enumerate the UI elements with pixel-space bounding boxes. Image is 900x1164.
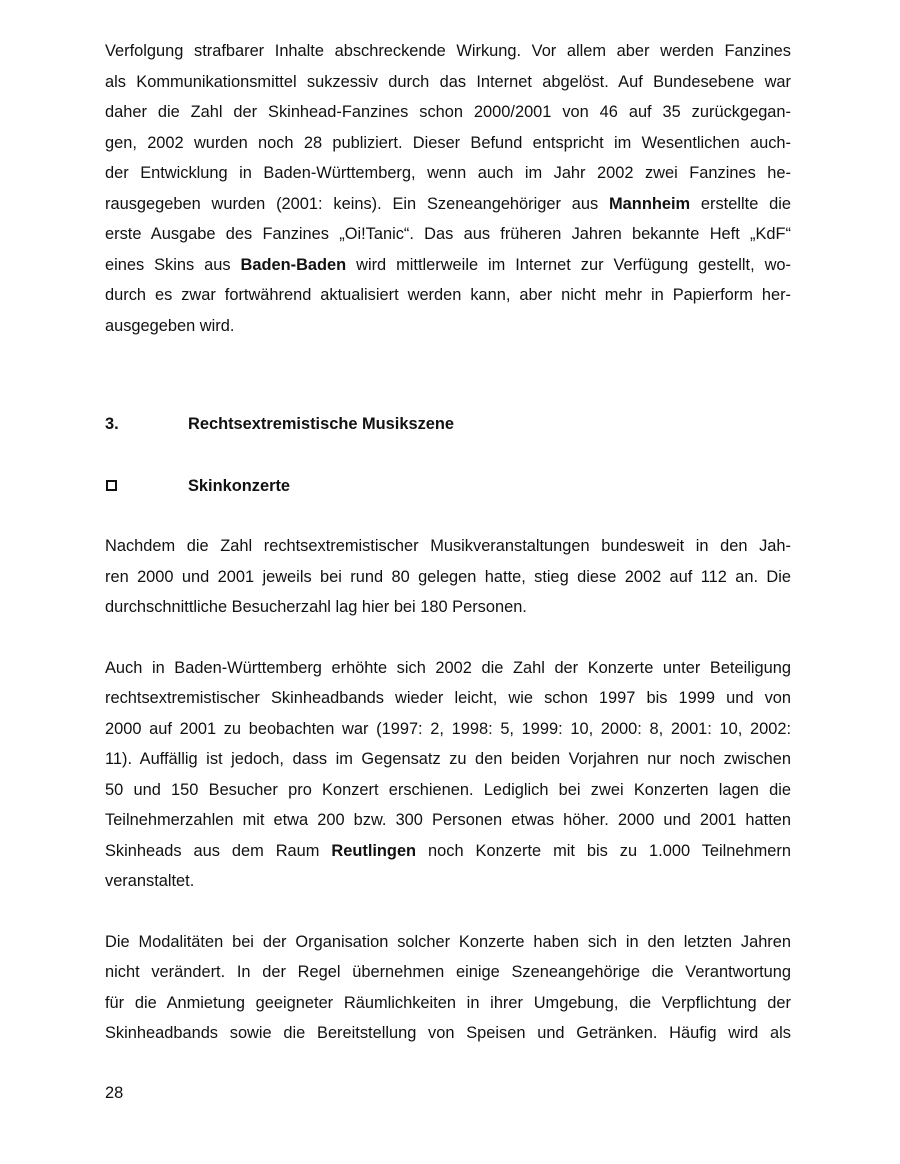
text-line: Skinheadbands sowie die Bereitstellung von Speisen und Getränken. Häufig wird als [105,1024,791,1042]
text-segment: rausgegeben wurden (2001: keins). Ein Szeneangehöriger aus [105,194,610,213]
section-heading [105,409,791,439]
text-line: daher die Zahl der Skinhead-Fanzines schon 2000/2001 von 46 auf 35 zurückgegan- [105,103,791,121]
text-segment: noch Konzerte mit bis zu 1.000 Teilnehmern [416,841,791,860]
paragraph-nationwide [105,531,791,623]
text-line: erste Ausgabe des Fanzines „Oi!Tanic“. Das aus früheren Jahren bekannte Heft „KdF“ [105,225,791,243]
text-line: für die Anmietung geeigneter Räumlichkeiten in ihrer Umgebung, die Verpflichtung der [105,993,791,1012]
text-line: rechtsextremistischer Skinheadbands wieder leicht, wie schon 1997 bis 1999 und von [105,689,791,707]
text-segment: eines Skins aus [105,255,241,274]
place-name-reutlingen: Reutlingen [331,841,417,860]
subsection-bullet [105,477,188,496]
text-line: Die Modalitäten bei der Organisation solcher Konzerte haben sich in den letzten Jahren [105,932,791,951]
text-line: 11). Auffällig ist jedoch, dass im Gegensatz zu den beiden Vorjahren nur noch zwischen [105,750,791,768]
paragraph-organisation [105,927,791,1049]
paragraph-baden-wuerttemberg [105,653,791,897]
text-line [105,836,791,867]
subsection-title: Skinkonzerte [188,476,291,495]
text-line: nicht verändert. In der Regel übernehmen einige Szeneangehörige die Verantwortung [105,963,791,981]
place-name-baden-baden: Baden-Baden [240,255,347,274]
text-line: 50 und 150 Besucher pro Konzert erschienen. Lediglich bei zwei Konzerten lagen die [105,780,791,799]
document-page [105,36,791,1049]
text-line: 2000 auf 2001 zu beobachten war (1997: 2, 1998: 5, 1999: 10, 2000: 8, 2001: 10, 2002: [105,719,791,738]
text-line: Nachdem die Zahl rechtsextremistischer Musikveranstaltungen bundesweit in den Jah- [105,537,791,555]
text-line: veranstaltet. [105,872,195,890]
text-line [105,189,791,220]
subsection-heading [105,471,791,501]
text-line: ren 2000 und 2001 jeweils bei rund 80 gelegen hatte, stieg diese 2002 auf 112 an. Die [105,567,791,586]
section-title: Rechtsextremistische Musikszene [188,414,455,433]
text-line [105,250,791,281]
checkbox-bullet-icon [106,480,117,491]
text-segment: wird mittlerweile im Internet zur Verfügung gestellt, wo- [346,255,791,274]
place-name-mannheim: Mannheim [609,194,691,213]
text-line: Auch in Baden-Württemberg erhöhte sich 2002 die Zahl der Konzerte unter Beteiligung [105,658,791,677]
text-line: ausgegeben wird. [105,316,235,335]
text-line: durch es zwar fortwährend aktualisiert werden kann, aber nicht mehr in Papierform her- [105,286,791,304]
text-line: Teilnehmerzahlen mit etwa 200 bzw. 300 Personen etwas höher. 2000 und 2001 hatten [105,811,791,829]
page-number: 28 [105,1084,124,1102]
text-segment: Skinheads aus dem Raum [105,841,332,860]
paragraph-fanzines [105,36,791,341]
text-line: der Entwicklung in Baden-Württemberg, wenn auch im Jahr 2002 zwei Fanzines he- [105,164,791,182]
text-line: durchschnittliche Besucherzahl lag hier bei 180 Personen. [105,598,527,616]
text-line: als Kommunikationsmittel sukzessiv durch das Internet abgelöst. Auf Bundesebene war [105,72,791,91]
text-segment: erstellte die [690,194,792,213]
text-line: gen, 2002 wurden noch 28 publiziert. Dieser Befund entspricht im Wesentlichen auch- [105,133,791,152]
text-line: Verfolgung strafbarer Inhalte abschreckende Wirkung. Vor allem aber werden Fanzines [105,42,791,60]
section-number: 3. [105,414,119,433]
